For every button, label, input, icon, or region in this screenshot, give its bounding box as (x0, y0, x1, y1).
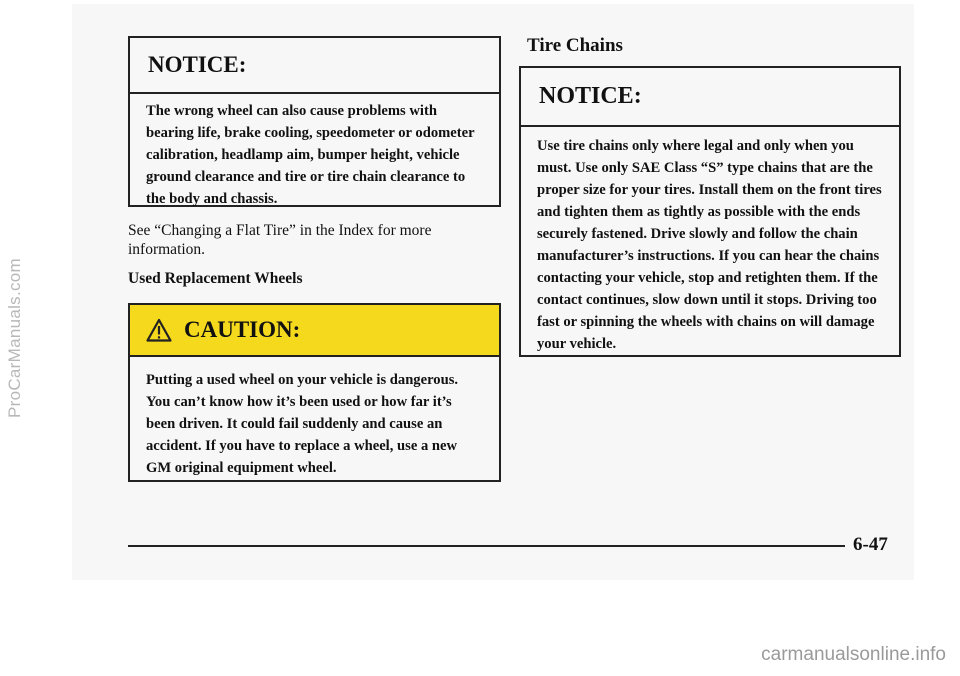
notice-box-chains (519, 66, 901, 357)
see-also-text: See “Changing a Flat Tire” in the Index for more information. (128, 222, 432, 258)
notice-heading: NOTICE: (521, 68, 899, 127)
notice-text: The wrong wheel can also cause problems with bearing life, brake cooling, speedometer or odometer calibration, headlamp aim, bumper height, vehicle ground clearance and tire or tire chain clearance to the body and chassis. (146, 103, 475, 207)
side-watermark (2, 0, 28, 676)
used-wheels-subheading: Used Replacement Wheels (128, 270, 303, 287)
caution-text: Putting a used wheel on your vehicle is dangerous. You can’t know how it’s been used or how far it’s been driven. It could fail suddenly and cause an accident. If you have to replace a wheel, use a new GM original equipment wheel. (146, 372, 459, 476)
page-number: 6-47 (853, 534, 888, 555)
side-watermark-text: ProCarManuals.com (5, 257, 25, 419)
caution-box (128, 303, 501, 482)
notice-heading: NOTICE: (130, 38, 499, 94)
warning-triangle-icon (146, 318, 172, 342)
footer-rule (128, 545, 845, 547)
tire-chains-title: Tire Chains (527, 35, 623, 56)
caution-header (130, 305, 499, 357)
notice-box-wheel (128, 36, 501, 207)
bottom-watermark: carmanualsonline.info (761, 644, 946, 665)
caution-heading: CAUTION: (184, 317, 301, 342)
notice-text: Use tire chains only where legal and only when you must. Use only SAE Class “S” type chains that are the proper size for your tires. Install them on the front tires and tighten them as tightly as possible with the ends securely fastened. Drive slowly and follow the chain manufacturer’s instructions. If you can hear the chains contacting your vehicle, stop and retighten them. If the contact continues, slow down until it stops. Driving too fast or spinning the wheels with chains on will damage your vehicle. (537, 138, 882, 352)
